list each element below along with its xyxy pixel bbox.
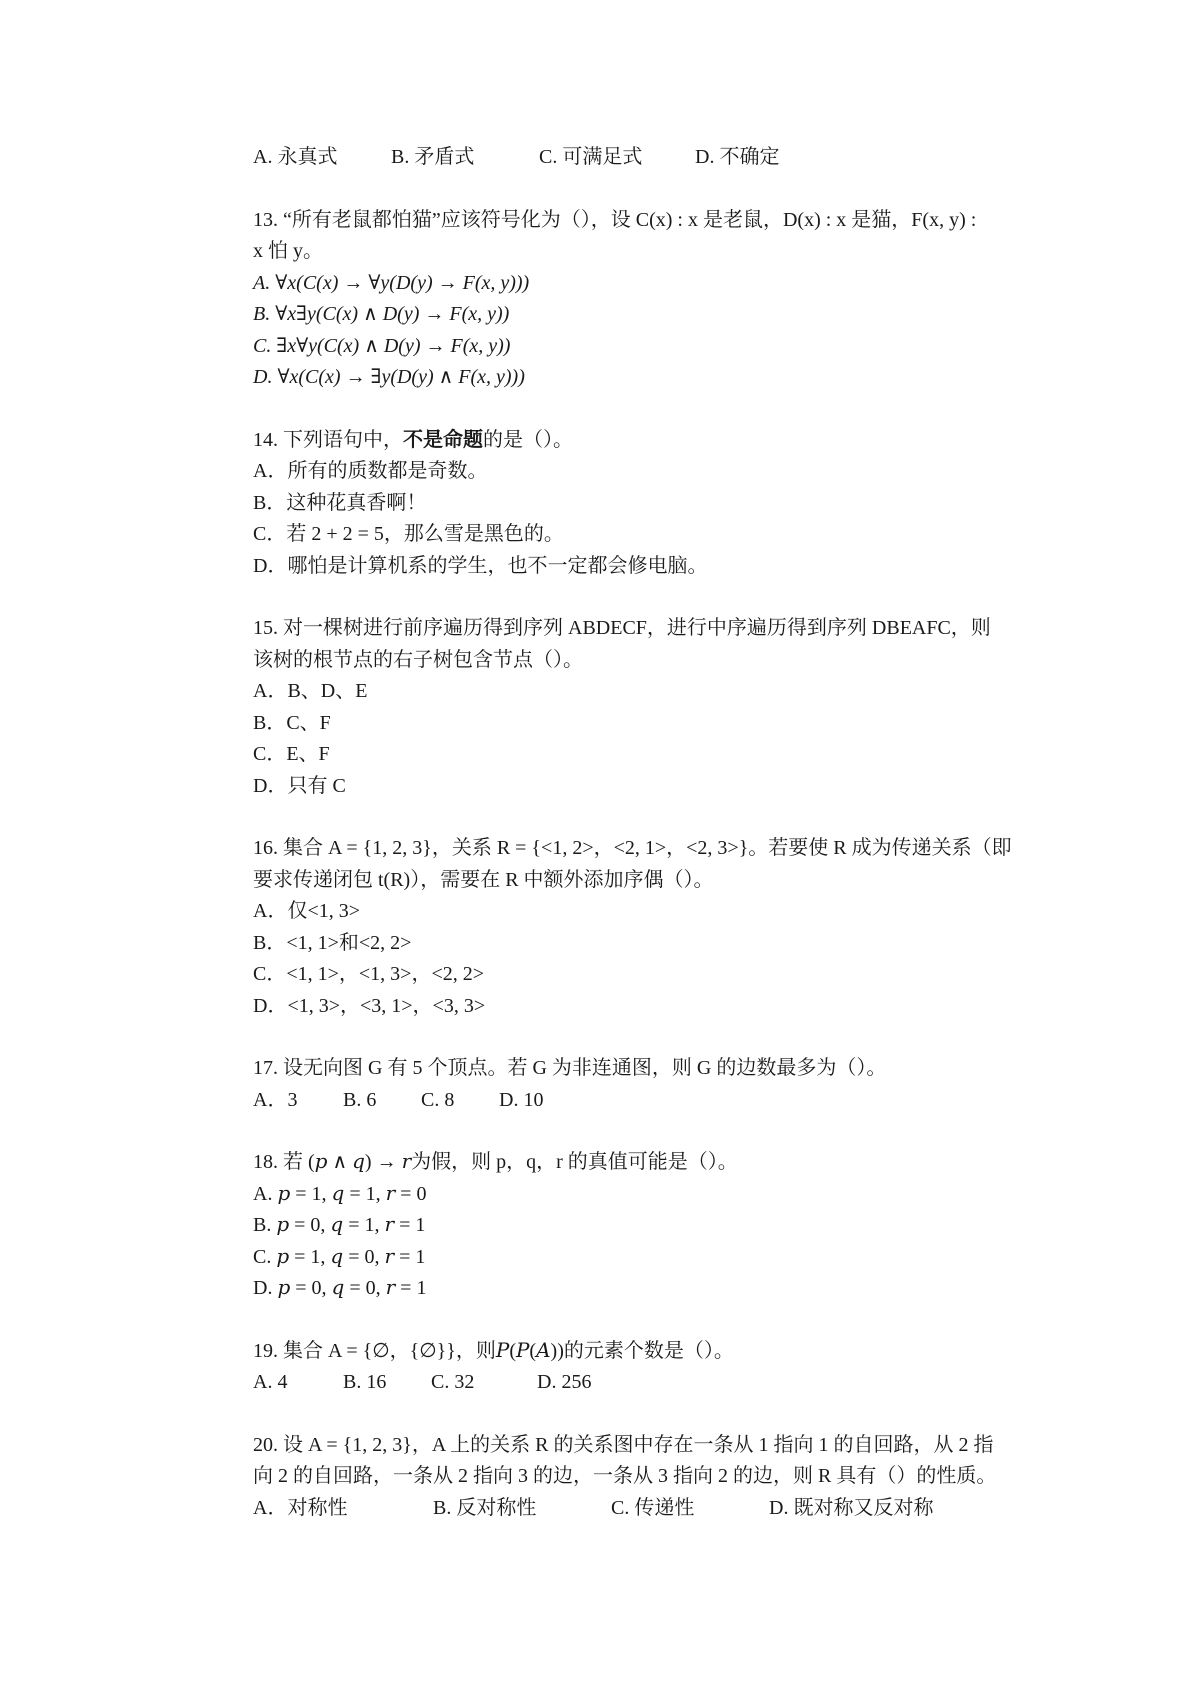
- question-19: [253, 1336, 1053, 1399]
- q20-options: [253, 1493, 1053, 1525]
- q18-option-d: D. 𝑝 = 0, 𝑞 = 0, 𝑟 = 1: [253, 1277, 427, 1299]
- question-13: [253, 205, 1053, 394]
- q19-stem: 19. 集合 A = {∅，{∅}}，则𝑃(𝑃(𝐴))的元素个数是（）。: [253, 1339, 734, 1362]
- q13-stem-line2: x 怕 y。: [253, 240, 323, 262]
- q13-stem-line1: 13. “所有老鼠都怕猫”应该符号化为（），设 C(x) : x 是老鼠，D(x) : x 是猫，F(x, y) :: [253, 208, 977, 231]
- q19-option-d: D. 256: [537, 1371, 592, 1393]
- question-18: [253, 1147, 1053, 1305]
- q14-stem-bold: 不是命题: [403, 428, 483, 451]
- q16-option-b: B．<1, 1>和<2, 2>: [253, 931, 412, 954]
- q17-options: [253, 1085, 1053, 1117]
- q12-option-b: B. 矛盾式: [391, 146, 475, 168]
- q18-option-b: B. 𝑝 = 0, 𝑞 = 1, 𝑟 = 1: [253, 1214, 426, 1236]
- q17-option-b: B. 6: [343, 1088, 377, 1111]
- q19-option-b: B. 16: [343, 1371, 387, 1393]
- q19-option-c: C. 32: [431, 1371, 475, 1393]
- q12-option-c: C. 可满足式: [539, 146, 643, 168]
- q18-option-c: C. 𝑝 = 1, 𝑞 = 0, 𝑟 = 1: [253, 1245, 426, 1268]
- q15-option-b: B．C、F: [253, 711, 331, 734]
- q13-option-b: B. ∀x∃y(C(x) ∧ D(y) → F(x, y)): [253, 303, 510, 325]
- q20-option-b: B. 反对称性: [433, 1496, 537, 1519]
- q15-option-a: A．B、D、E: [253, 680, 368, 702]
- q17-stem: 17. 设无向图 G 有 5 个顶点。若 G 为非连通图，则 G 的边数最多为（）。: [253, 1057, 887, 1079]
- q15-stem-line1: 15. 对一棵树进行前序遍历得到序列 ABDECF，进行中序遍历得到序列 DBEAFC，则: [253, 617, 991, 639]
- q15-option-d: D．只有 C: [253, 774, 346, 797]
- q19-option-a: A. 4: [253, 1371, 288, 1393]
- q12-option-d: D. 不确定: [695, 146, 780, 168]
- q19-options: [253, 1367, 1053, 1399]
- q15-stem-line2: 该树的根节点的右子树包含节点（）。: [253, 648, 583, 671]
- q17-option-c: C. 8: [421, 1088, 455, 1111]
- q17-option-a: A．3: [253, 1088, 298, 1111]
- q17-option-d: D. 10: [499, 1088, 544, 1111]
- q13-option-a: A. ∀x(C(x) → ∀y(D(y) → F(x, y))): [253, 271, 530, 294]
- q18-option-a: A. 𝑝 = 1, 𝑞 = 1, 𝑟 = 0: [253, 1182, 427, 1205]
- q16-stem-line2: 要求传递闭包 t(R)），需要在 R 中额外添加序偶（）。: [253, 868, 714, 891]
- q13-option-c: C. ∃x∀y(C(x) ∧ D(y) → F(x, y)): [253, 334, 511, 357]
- q12-options: [253, 142, 1053, 174]
- question-14: [253, 425, 1053, 583]
- q16-option-d: D．<1, 3>，<3, 1>，<3, 3>: [253, 994, 486, 1017]
- q14-stem-pre: 14. 下列语句中，: [253, 428, 403, 451]
- q14-stem-post: 的是（）。: [483, 428, 573, 451]
- question-17: [253, 1053, 1053, 1116]
- question-15: [253, 613, 1053, 802]
- q14-option-a: A．所有的质数都是奇数。: [253, 460, 488, 482]
- exam-page: [253, 142, 1053, 1524]
- q20-stem-line2: 向 2 的自回路，一条从 2 指向 3 的边，一条从 3 指向 2 的边，则 R 具有（）的性质。: [253, 1465, 997, 1487]
- q20-stem-line1: 20. 设 A = {1, 2, 3}，A 上的关系 R 的关系图中存在一条从 1 指向 1 的自回路，从 2 指: [253, 1433, 994, 1456]
- q13-option-d: D. ∀x(C(x) → ∃y(D(y) ∧ F(x, y))): [253, 366, 525, 388]
- q15-option-c: C．E、F: [253, 743, 330, 765]
- question-20: [253, 1430, 1053, 1525]
- q12-option-a: A. 永真式: [253, 146, 338, 168]
- q14-option-b: B．这种花真香啊！: [253, 491, 427, 514]
- q20-option-c: C. 传递性: [611, 1496, 695, 1519]
- question-16: [253, 833, 1053, 1022]
- q16-stem-line1: 16. 集合 A = {1, 2, 3}，关系 R = {<1, 2>，<2, 1>，<2, 3>}。若要使 R 成为传递关系（即: [253, 837, 1012, 859]
- q14-option-c: C．若 2 + 2 = 5，那么雪是黑色的。: [253, 523, 564, 545]
- q20-option-a: A．对称性: [253, 1496, 348, 1519]
- q16-option-c: C．<1, 1>，<1, 3>，<2, 2>: [253, 963, 485, 985]
- q18-stem: 18. 若 (𝑝 ∧ 𝑞) → 𝑟为假，则 p，q，r 的真值可能是（）。: [253, 1151, 738, 1173]
- q16-option-a: A．仅<1, 3>: [253, 900, 361, 922]
- q14-stem: [253, 425, 1053, 457]
- q14-option-d: D．哪怕是计算机系的学生，也不一定都会修电脑。: [253, 554, 708, 577]
- q20-option-d: D. 既对称又反对称: [769, 1496, 934, 1519]
